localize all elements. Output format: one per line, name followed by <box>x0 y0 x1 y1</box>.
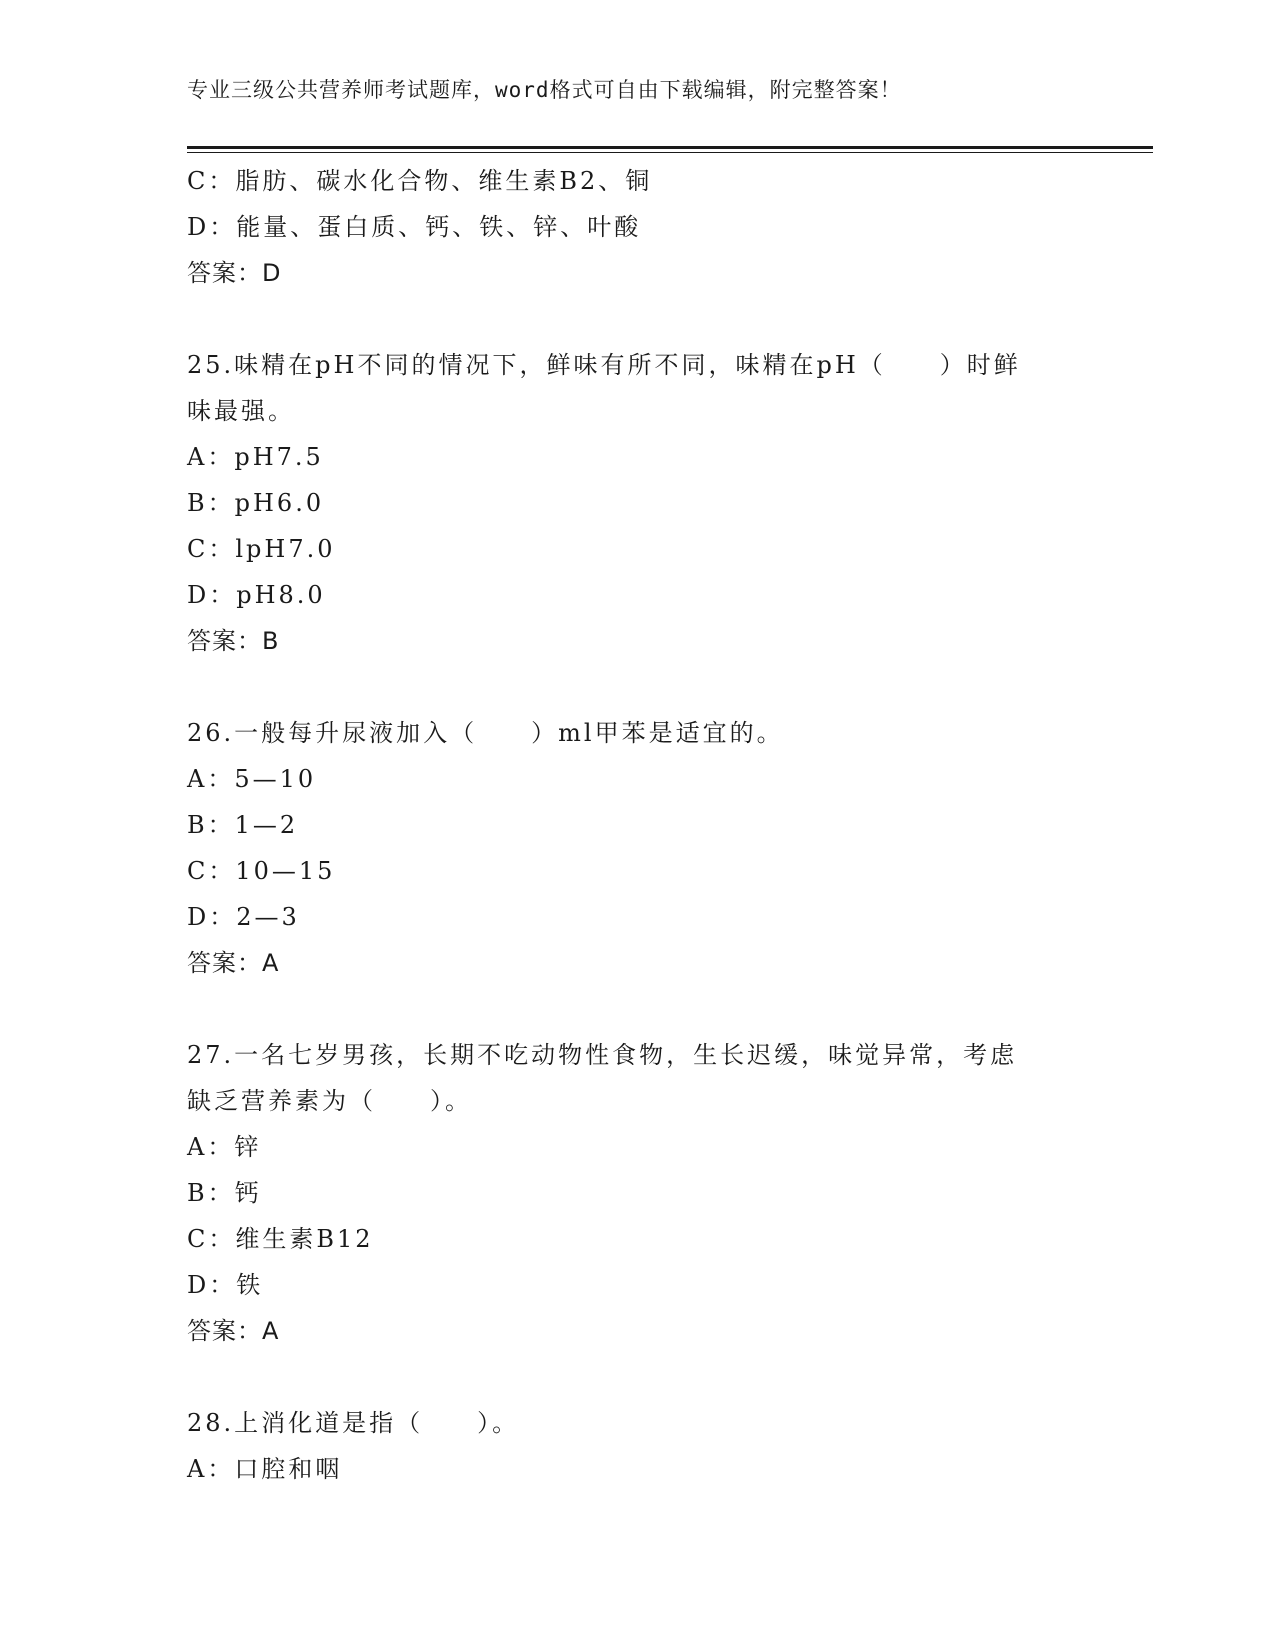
answer: 答案：A <box>187 1317 280 1345</box>
page-header: 专业三级公共营养师考试题库，word格式可自由下载编辑，附完整答案！ <box>187 78 902 102</box>
option-a: A：5—10 <box>187 765 317 793</box>
question-27 <box>187 1032 1087 1354</box>
option-c: C：脂肪、碳水化合物、维生素B2、铜 <box>187 167 653 195</box>
answer: 答案：A <box>187 949 280 977</box>
option-d: D：2—3 <box>187 903 300 931</box>
option-b: B：pH6.0 <box>187 489 325 517</box>
question-content <box>187 158 1087 1492</box>
answer: 答案：D <box>187 259 282 287</box>
question-26 <box>187 710 1087 986</box>
answer: 答案：B <box>187 627 280 655</box>
question-stem: 25.味精在pH不同的情况下，鲜味有所不同，味精在pH（ ）时鲜 <box>187 351 1021 379</box>
spacer <box>187 296 1087 342</box>
question-25 <box>187 342 1087 664</box>
option-d: D：能量、蛋白质、钙、铁、锌、叶酸 <box>187 213 642 241</box>
question-stem: 26.一般每升尿液加入（ ）ml甲苯是适宜的。 <box>187 719 784 747</box>
question-28 <box>187 1400 1087 1492</box>
option-c: C：lpH7.0 <box>187 535 336 563</box>
option-b: B：1—2 <box>187 811 299 839</box>
spacer <box>187 1354 1087 1400</box>
option-d: D：pH8.0 <box>187 581 326 609</box>
option-a: A：pH7.5 <box>187 443 324 471</box>
spacer <box>187 664 1087 710</box>
option-d: D：铁 <box>187 1271 264 1299</box>
question-stem: 缺乏营养素为（ ）。 <box>187 1087 472 1115</box>
header-rule-thin <box>187 152 1153 153</box>
question-stem: 27.一名七岁男孩，长期不吃动物性食物，生长迟缓，味觉异常，考虑 <box>187 1041 1018 1069</box>
option-b: B：钙 <box>187 1179 262 1207</box>
option-a: A：锌 <box>187 1133 262 1161</box>
question-stem: 味最强。 <box>187 397 295 425</box>
question-stem: 28.上消化道是指（ ）。 <box>187 1409 520 1437</box>
option-a: A：口腔和咽 <box>187 1455 343 1483</box>
spacer <box>187 986 1087 1032</box>
header-rule-thick <box>187 146 1153 149</box>
option-c: C：维生素B12 <box>187 1225 374 1253</box>
option-c: C：10—15 <box>187 857 336 885</box>
